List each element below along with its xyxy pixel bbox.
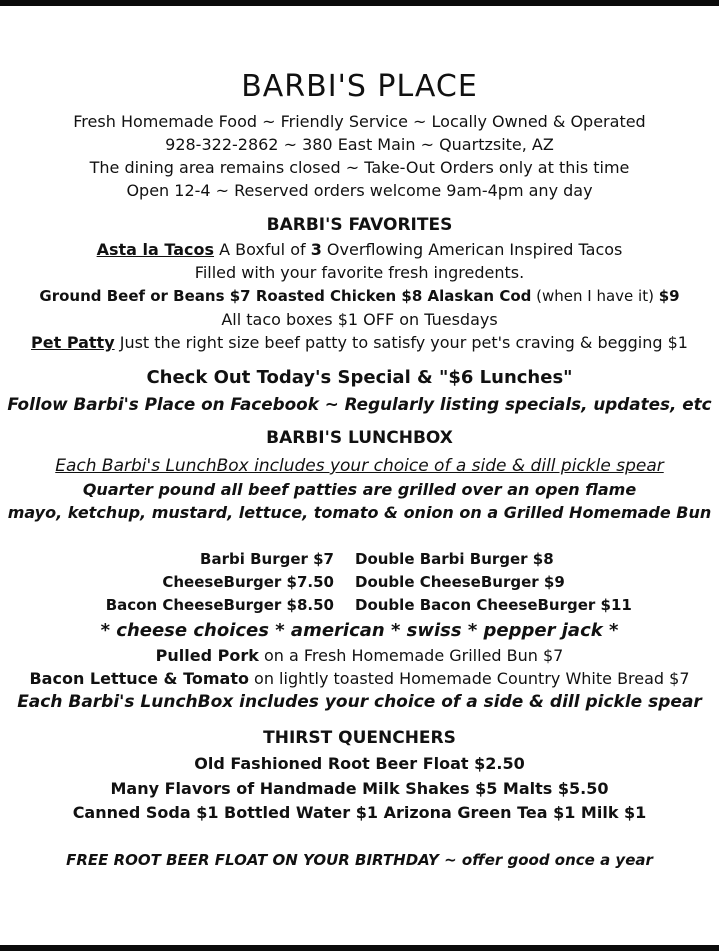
root-beer-float: Old Fashioned Root Beer Float $2.50 xyxy=(194,754,525,773)
blt-desc: on lightly toasted Homemade Country White Bread $7 xyxy=(248,669,690,688)
tuesday-deal: All taco boxes $1 OFF on Tuesdays xyxy=(221,310,498,329)
pulled-pork-name: Pulled Pork xyxy=(155,646,259,665)
burger-item-right: Double Bacon CheeseBurger $11 xyxy=(355,596,632,614)
page-title: BARBI'S PLACE xyxy=(241,69,478,104)
pet-patty-desc: Just the right size beef patty to satisfy your pet's craving & begging $1 xyxy=(114,333,688,352)
dining-notice: The dining area remains closed ~ Take-Out Orders only at this time xyxy=(89,158,630,177)
cod-price: $9 xyxy=(658,287,680,305)
tacos-line xyxy=(0,242,719,258)
tacos-desc-pre: A Boxful of xyxy=(214,240,311,259)
hours: Open 12-4 ~ Reserved orders welcome 9am-4pm any day xyxy=(126,181,593,200)
pet-patty-line xyxy=(0,335,719,351)
cod-note: (when I have it) xyxy=(531,287,659,305)
patties-line: Quarter pound all beef patties are grilled over an open flame xyxy=(82,480,637,499)
tacos-ingredients: Filled with your favorite fresh ingredents. xyxy=(194,263,525,282)
burger-item-left: CheeseBurger $7.50 xyxy=(162,573,334,591)
burger-item-left: Bacon CheeseBurger $8.50 xyxy=(105,596,334,614)
pulled-pork-line xyxy=(0,648,719,664)
tacos-desc-post: Overflowing American Inspired Tacos xyxy=(321,240,623,259)
pulled-pork-desc: on a Fresh Homemade Grilled Bun $7 xyxy=(258,646,564,665)
beef-option: Ground Beef or Beans $7 xyxy=(39,287,251,305)
tacos-count: 3 xyxy=(310,240,322,259)
burger-item-left: Barbi Burger $7 xyxy=(200,550,334,568)
top-border xyxy=(0,0,719,6)
contact-info: 928-322-2862 ~ 380 East Main ~ Quartzsite, AZ xyxy=(165,135,554,154)
burger-row xyxy=(0,598,719,618)
cod-option: Alaskan Cod xyxy=(427,287,532,305)
pet-patty-name: Pet Patty xyxy=(31,333,115,352)
tacos-name: Asta la Tacos xyxy=(96,240,215,259)
lunchbox-includes-bottom: Each Barbi's LunchBox includes your choice of a side & dill pickle spear xyxy=(17,692,702,712)
birthday-offer: FREE ROOT BEER FLOAT ON YOUR BIRTHDAY ~ offer good once a year xyxy=(66,851,653,869)
burger-row xyxy=(0,552,719,572)
quenchers-heading: THIRST QUENCHERS xyxy=(263,728,456,748)
todays-special: Check Out Today's Special & "$6 Lunches" xyxy=(146,367,573,388)
bottom-border xyxy=(0,945,719,951)
facebook-line: Follow Barbi's Place on Facebook ~ Regularly listing specials, updates, etc xyxy=(7,394,712,414)
lunchbox-heading: BARBI'S LUNCHBOX xyxy=(266,428,453,448)
burger-item-right: Double CheeseBurger $9 xyxy=(355,573,565,591)
favorites-heading: BARBI'S FAVORITES xyxy=(266,215,453,235)
burger-item-right: Double Barbi Burger $8 xyxy=(355,550,554,568)
blt-name: Bacon Lettuce & Tomato xyxy=(29,669,249,688)
tagline: Fresh Homemade Food ~ Friendly Service ~ Locally Owned & Operated xyxy=(73,112,646,131)
cheese-choices: * cheese choices * american * swiss * pepper jack * xyxy=(100,620,619,641)
taco-prices xyxy=(0,289,719,304)
chicken-option: Roasted Chicken $8 xyxy=(255,287,423,305)
milk-shakes: Many Flavors of Handmade Milk Shakes $5 Malts $5.50 xyxy=(110,779,609,798)
burger-row xyxy=(0,575,719,595)
toppings-line: mayo, ketchup, mustard, lettuce, tomato & onion on a Grilled Homemade Bun xyxy=(7,503,712,522)
lunchbox-includes-top: Each Barbi's LunchBox includes your choice of a side & dill pickle spear xyxy=(55,456,664,476)
blt-line xyxy=(0,671,719,687)
drinks-line: Canned Soda $1 Bottled Water $1 Arizona Green Tea $1 Milk $1 xyxy=(72,803,647,822)
